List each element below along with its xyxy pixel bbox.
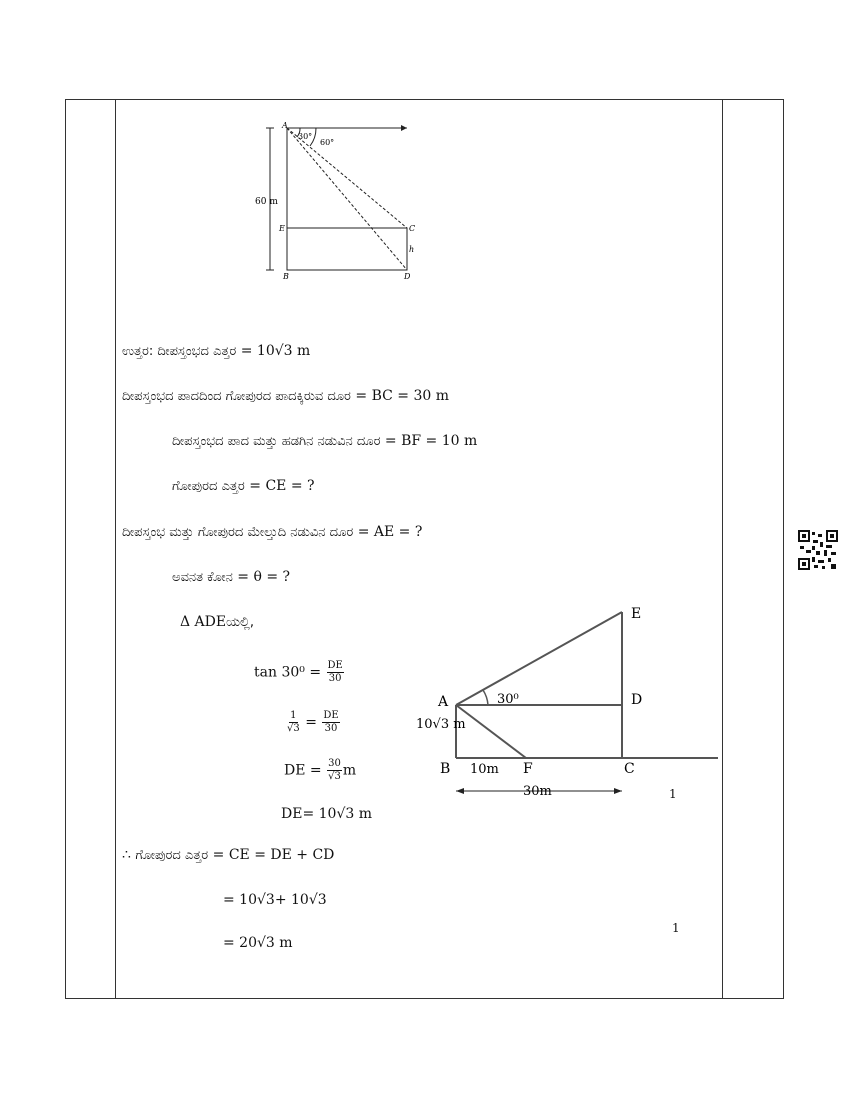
column-divider-right: [722, 99, 723, 999]
label-a2: A: [438, 694, 449, 710]
equation-1: tan 30⁰ = $\frac{DE}{30}$: [254, 660, 343, 684]
label-e: E: [279, 224, 285, 233]
tower-diagram: [410, 600, 720, 805]
answer-line-5: ದೀಪಸ್ತಂಭ ಮತ್ತು ಗೋಪುರದ ಮೇಲ್ತುದಿ ನಡುವಿನ ದೂರ = AE = ?: [122, 524, 423, 540]
equation-3: DE = $\frac{30}{√3}$ m: [284, 758, 357, 782]
mark-1: 1: [669, 787, 677, 801]
mark-2: 1: [672, 921, 680, 935]
label-f2: F: [523, 761, 533, 777]
label-b2: B: [440, 761, 451, 777]
label-e2: E: [631, 606, 642, 622]
answer-line-2: ದೀಪಸ್ತಂಭದ ಪಾದದಿಂದ ಗೋಪುರದ ಪಾದಕ್ಕಿರುವ ದೂರ = BC = 30 m: [122, 388, 450, 404]
label-b: B: [283, 272, 289, 281]
height-label: 10√3 m: [416, 717, 466, 732]
label-h: h: [409, 245, 415, 254]
label-d: D: [404, 272, 411, 281]
label-c: C: [409, 224, 416, 233]
triangle-line: Δ ADEಯಲ್ಲಿ,: [180, 614, 255, 630]
conclusion-line: ∴ ಗೋಪುರದ ಎತ್ತರ = CE = DE + CD: [122, 847, 335, 863]
answer-line-6: ಅವನತ ಕೋನ = θ = ?: [172, 569, 291, 585]
answer-line-4: ಗೋಪುರದ ಎತ್ತರ = CE = ?: [172, 478, 315, 494]
sum-line: = 10√3+ 10√3: [223, 892, 327, 908]
label-bc: 30m: [523, 784, 552, 799]
angle-60: 60°: [320, 138, 335, 147]
height-60m: 60 m: [255, 197, 278, 207]
label-bf: 10m: [470, 762, 499, 777]
label-a: A: [282, 121, 288, 130]
qr-code: [798, 530, 838, 570]
equation-2: $\frac{1}{√3}$ = $\frac{DE}{30}$: [287, 710, 339, 734]
angle-30: 30°: [298, 132, 313, 141]
result-line: = 20√3 m: [223, 935, 293, 951]
label-c2: C: [624, 761, 635, 777]
angle-30-2: 30⁰: [497, 692, 519, 707]
column-divider-left: [115, 99, 116, 999]
label-d2: D: [631, 692, 643, 708]
answer-line-1: ಉತ್ತರ: ದೀಪಸ್ತಂಭದ ಎತ್ತರ = 10√3 m: [122, 343, 311, 359]
answer-line-3: ದೀಪಸ್ತಂಭದ ಪಾದ ಮತ್ತು ಹಡಗಿನ ನಡುವಿನ ದೂರ = BF = 10 m: [172, 433, 478, 449]
lighthouse-diagram: [250, 118, 420, 288]
equation-4: DE= 10√3 m: [281, 806, 372, 822]
